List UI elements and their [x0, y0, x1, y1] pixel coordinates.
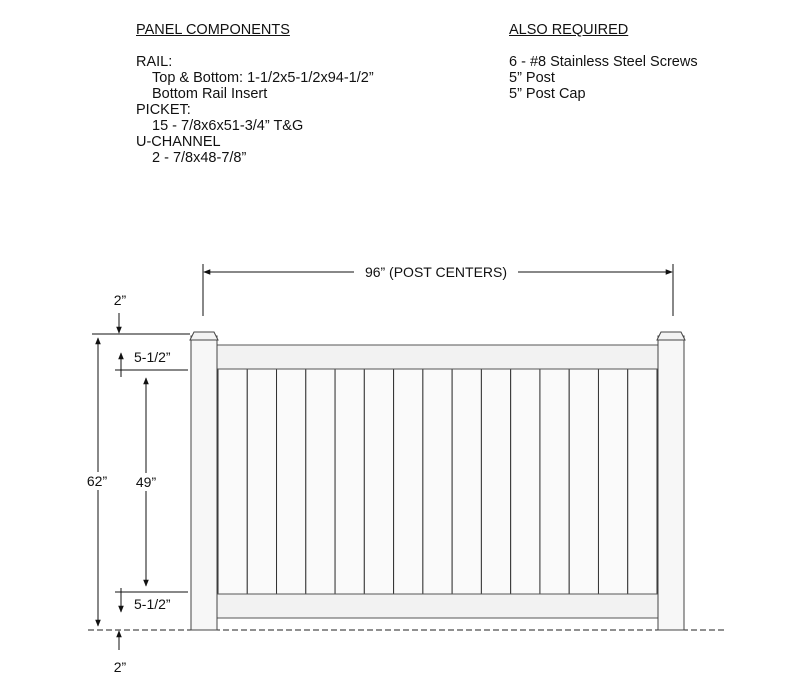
required-item-post: 5” Post [509, 70, 555, 86]
top-gap-label: 2” [113, 292, 127, 308]
picket-height-label: 49” [135, 474, 157, 490]
picket-15 [628, 369, 657, 594]
panel-components-heading: PANEL COMPONENTS [136, 22, 290, 38]
pickets [218, 369, 657, 594]
picket-14 [598, 369, 627, 594]
rail-label: RAIL: [136, 54, 173, 70]
picket-7 [394, 369, 423, 594]
picket-9 [452, 369, 481, 594]
post-centers-label: 96” (POST CENTERS) [364, 264, 508, 280]
uchannel-label: U-CHANNEL [136, 134, 221, 150]
picket-10 [481, 369, 510, 594]
bottom-rail [216, 594, 659, 618]
picket-3 [277, 369, 306, 594]
picket-1 [218, 369, 247, 594]
rail-top-bottom-spec: Top & Bottom: 1-1/2x5-1/2x94-1/2” [152, 70, 374, 86]
rail-insert-spec: Bottom Rail Insert [152, 86, 268, 102]
total-height-label: 62” [86, 473, 108, 489]
picket-2 [247, 369, 276, 594]
left-post-cap [190, 332, 218, 340]
required-item-post-cap: 5” Post Cap [509, 86, 586, 102]
picket-5 [335, 369, 364, 594]
also-required-heading: ALSO REQUIRED [509, 22, 629, 38]
uchannel-spec: 2 - 7/8x48-7/8” [152, 150, 247, 166]
picket-label: PICKET: [136, 102, 191, 118]
top-rail [216, 345, 659, 369]
picket-11 [511, 369, 540, 594]
picket-8 [423, 369, 452, 594]
picket-4 [306, 369, 335, 594]
top-rail-label: 5-1/2” [134, 349, 171, 365]
required-item-screws: 6 - #8 Stainless Steel Screws [509, 54, 698, 70]
picket-spec: 15 - 7/8x6x51-3/4” T&G [152, 118, 304, 134]
right-post [658, 336, 684, 630]
bottom-rail-label: 5-1/2” [134, 596, 171, 612]
picket-6 [364, 369, 393, 594]
picket-13 [569, 369, 598, 594]
bottom-gap-label: 2” [113, 659, 127, 675]
right-post-cap [657, 332, 685, 340]
picket-12 [540, 369, 569, 594]
left-post [191, 336, 217, 630]
